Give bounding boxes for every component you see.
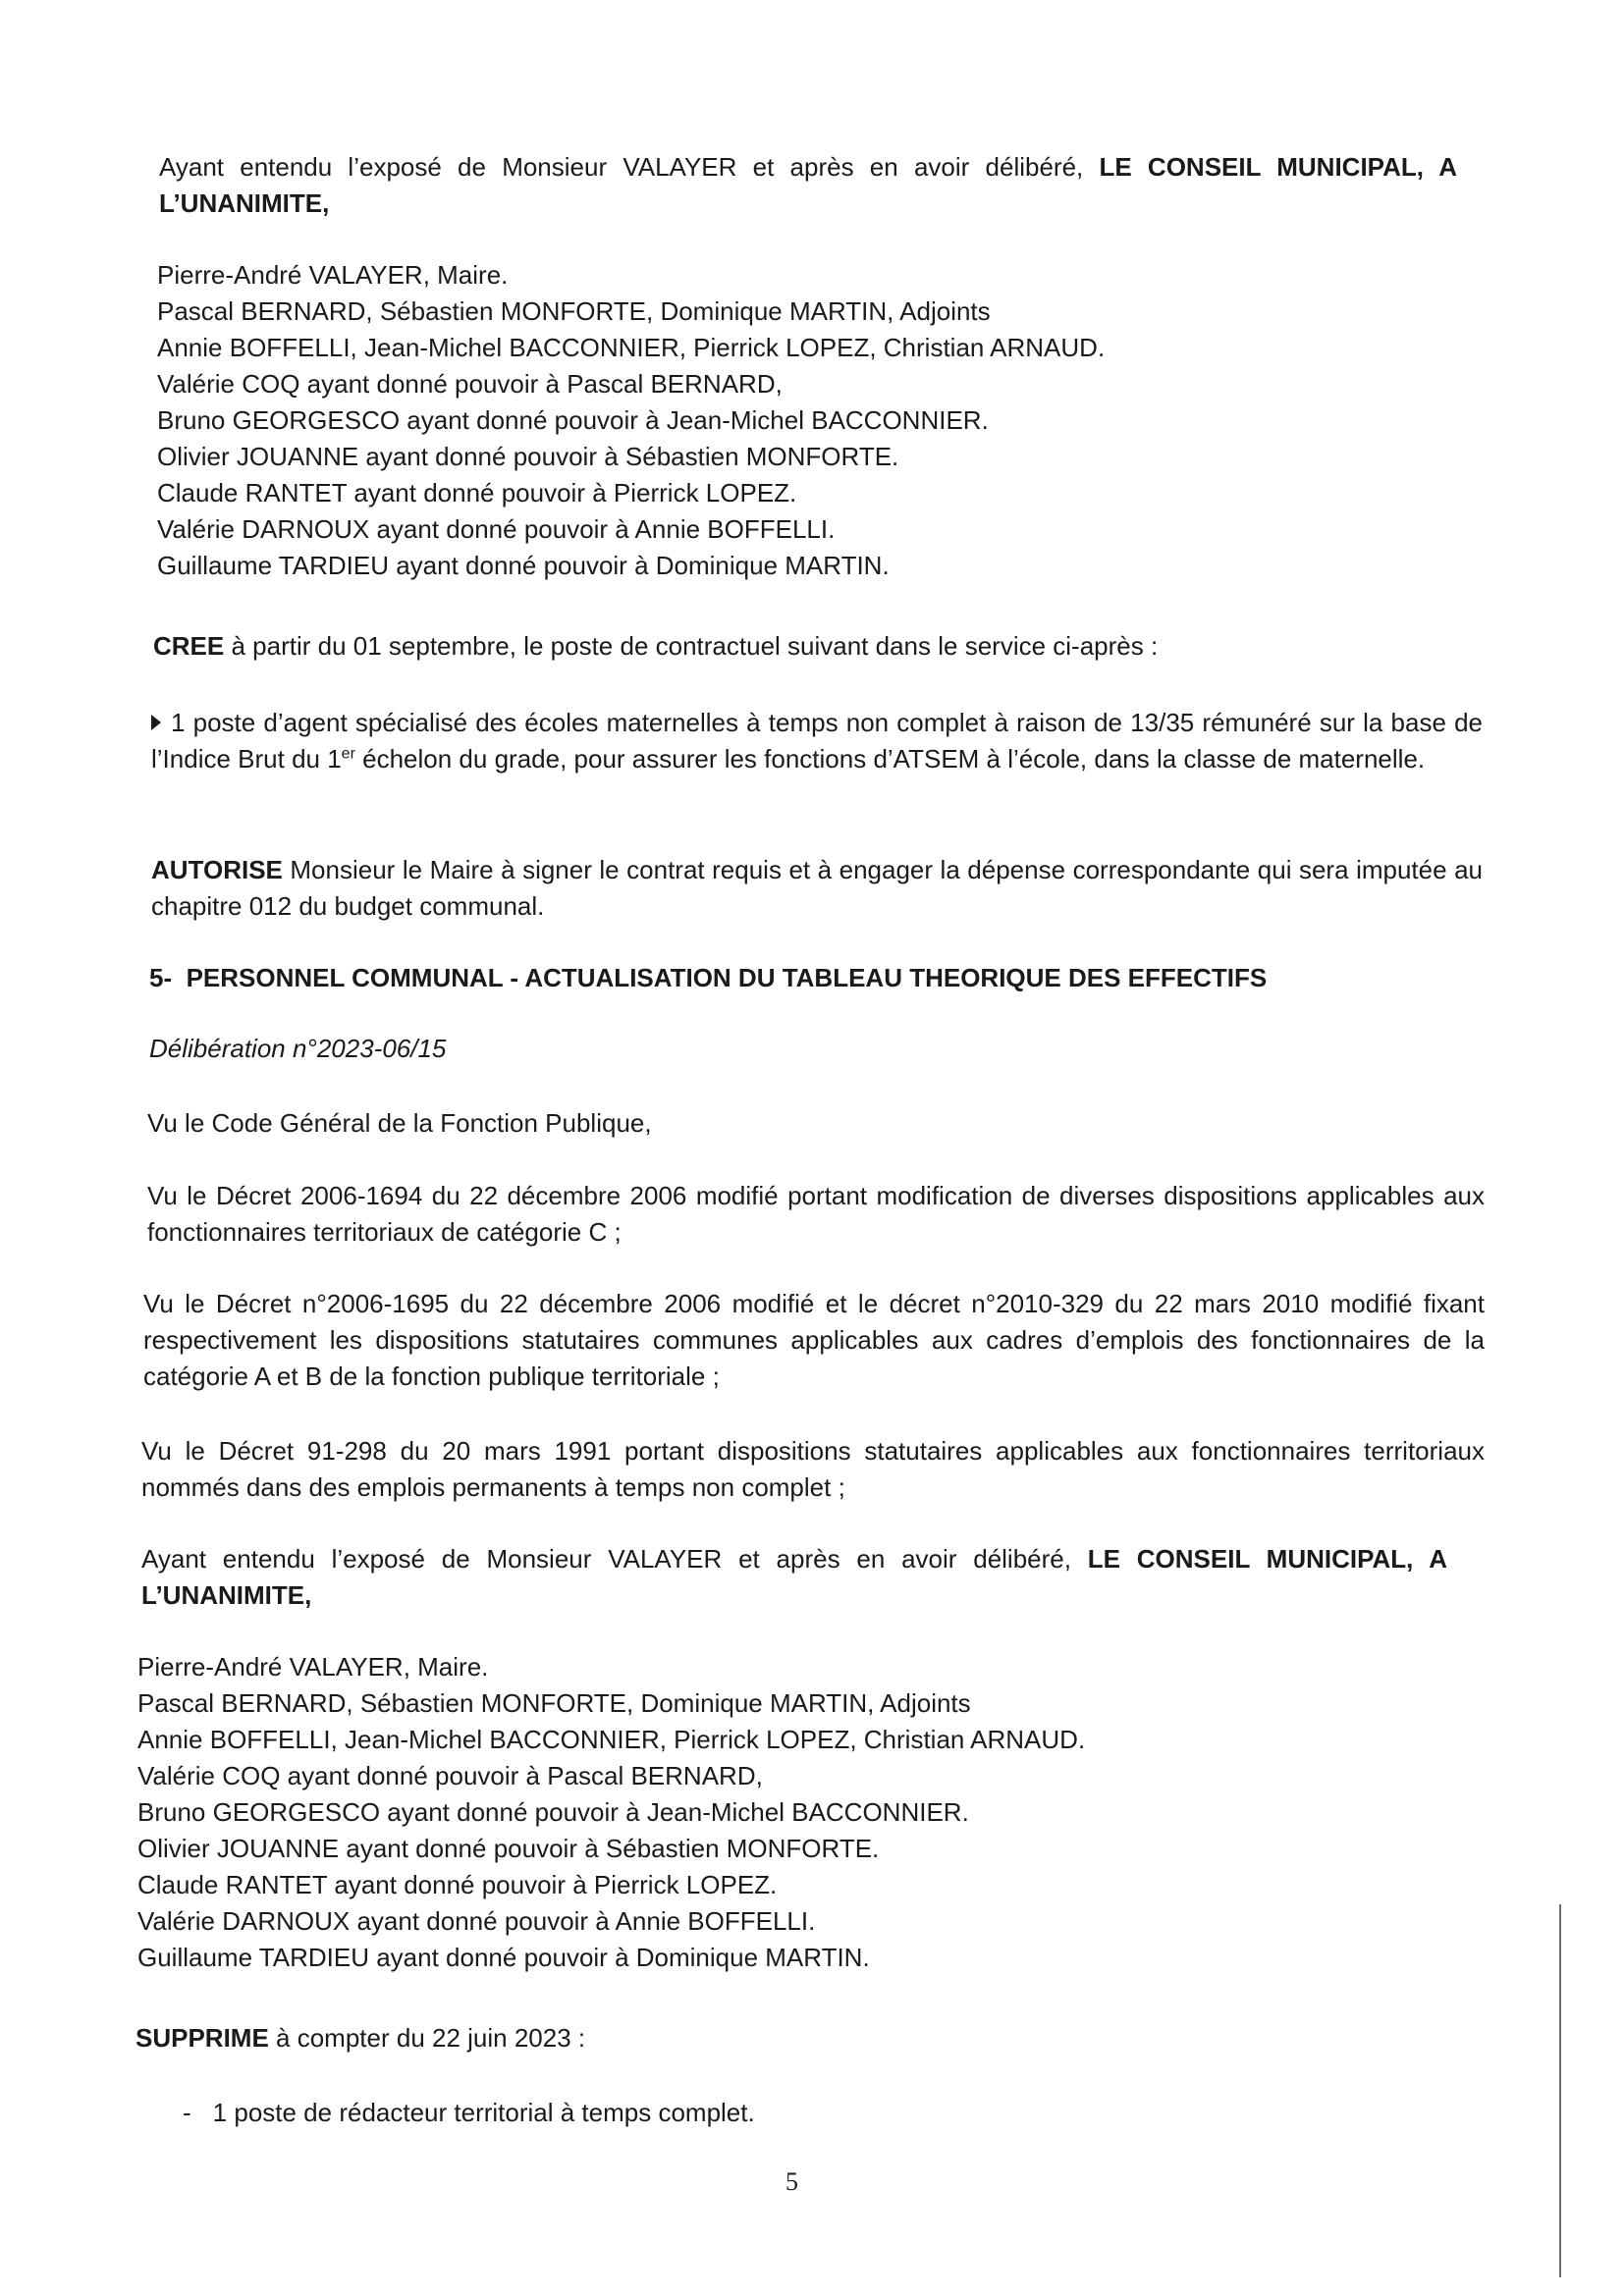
cree-keyword: CREE bbox=[153, 631, 225, 661]
expose-paragraph-1 bbox=[159, 149, 1457, 222]
vu-decret-2006-1694-paragraph: Vu le Décret 2006-1694 du 22 décembre 2006 modifié portant modification de diverses dispositions applicables aux fonctionnaires territoriaux de catégorie C ; bbox=[147, 1181, 1485, 1247]
supprime-keyword: SUPPRIME bbox=[135, 2023, 269, 2053]
member-line: Annie BOFFELLI, Jean-Michel BACCONNIER, Pierrick LOPEZ, Christian ARNAUD. bbox=[157, 333, 1106, 362]
members-list-1 bbox=[157, 257, 1105, 584]
member-line: Olivier JOUANNE ayant donné pouvoir à Sébastien MONFORTE. bbox=[137, 1834, 880, 1863]
member-line: Bruno GEORGESCO ayant donné pouvoir à Jean-Michel BACCONNIER. bbox=[157, 405, 989, 435]
cree-text: à partir du 01 septembre, le poste de contractuel suivant dans le service ci-après : bbox=[224, 631, 1159, 661]
member-line: Olivier JOUANNE ayant donné pouvoir à Sébastien MONFORTE. bbox=[157, 442, 899, 471]
poste-bullet-paragraph bbox=[151, 705, 1483, 777]
scan-edge-line bbox=[1559, 1904, 1561, 2277]
page-number: 5 bbox=[785, 2167, 798, 2196]
conseil-unanimite: LE CONSEIL MUNICIPAL, A L’UNANIMITE, bbox=[159, 152, 1458, 218]
poste-text-b: échelon du grade, pour assurer les fonctions d’ATSEM à l’école, dans la classe de maternelle. bbox=[354, 744, 1426, 774]
member-line: Claude RANTET ayant donné pouvoir à Pierrick LOPEZ. bbox=[157, 478, 797, 507]
supprime-text: à compter du 22 juin 2023 : bbox=[268, 2023, 586, 2053]
cree-paragraph bbox=[153, 628, 1158, 665]
member-line: Valérie COQ ayant donné pouvoir à Pascal BERNARD, bbox=[137, 1761, 763, 1790]
supprime-item-text: 1 poste de rédacteur territorial à temps complet. bbox=[212, 2098, 755, 2127]
member-line: Pierre-André VALAYER, Maire. bbox=[137, 1652, 489, 1682]
member-line: Guillaume TARDIEU ayant donné pouvoir à Dominique MARTIN. bbox=[137, 1943, 870, 1972]
member-line: Bruno GEORGESCO ayant donné pouvoir à Jean-Michel BACCONNIER. bbox=[137, 1797, 969, 1827]
members-list-2 bbox=[137, 1649, 1085, 1976]
vu-decret-91-298-paragraph: Vu le Décret 91-298 du 20 mars 1991 portant dispositions statutaires applicables aux fonctionnaires territoriaux nommés dans des emplois permanents à temps non complet ; bbox=[141, 1436, 1485, 1502]
poste-sup: er bbox=[341, 745, 355, 763]
supprime-list-item bbox=[183, 2095, 755, 2131]
autorise-text: Monsieur le Maire à signer le contrat requis et à engager la dépense correspondante qui sera imputée au chapitre 012 du budget communal. bbox=[151, 855, 1483, 921]
member-line: Guillaume TARDIEU ayant donné pouvoir à Dominique MARTIN. bbox=[157, 551, 890, 580]
member-line: Valérie COQ ayant donné pouvoir à Pascal BERNARD, bbox=[157, 369, 783, 399]
autorise-keyword: AUTORISE bbox=[151, 855, 283, 884]
member-line: Pascal BERNARD, Sébastien MONFORTE, Dominique MARTIN, Adjoints bbox=[157, 296, 991, 326]
vu-code-paragraph: Vu le Code Général de la Fonction Publique, bbox=[147, 1108, 652, 1138]
autorise-paragraph bbox=[151, 852, 1483, 925]
dash-bullet: - bbox=[183, 2098, 191, 2127]
supprime-paragraph bbox=[135, 2020, 585, 2056]
member-line: Valérie DARNOUX ayant donné pouvoir à Annie BOFFELLI. bbox=[157, 514, 836, 544]
conseil-unanimite: LE CONSEIL MUNICIPAL, A L’UNANIMITE, bbox=[141, 1544, 1447, 1610]
triangle-bullet-icon bbox=[151, 715, 161, 730]
expose-lead: Ayant entendu l’exposé de Monsieur VALAYER et après en avoir délibéré, bbox=[141, 1544, 1088, 1574]
poste-text-a: 1 poste d’agent spécialisé des écoles maternelles à temps non complet à raison de 13/35 rémunéré sur la base de l’Indice Brut du 1 bbox=[151, 708, 1483, 774]
expose-paragraph-2 bbox=[141, 1541, 1447, 1614]
deliberation-number: Délibération n°2023-06/15 bbox=[149, 1034, 447, 1063]
vu-decret-2006-1695-paragraph: Vu le Décret n°2006-1695 du 22 décembre 2006 modifié et le décret n°2010-329 du 22 mars 2010 modifié fixant respectivement les dispositions statutaires communes applicables aux cadres d’emplois des fonctionnaires de la catégorie A et B de la fonction publique territoriale ; bbox=[143, 1289, 1485, 1391]
expose-lead: Ayant entendu l’exposé de Monsieur VALAYER et après en avoir délibéré, bbox=[159, 152, 1100, 182]
member-line: Pascal BERNARD, Sébastien MONFORTE, Dominique MARTIN, Adjoints bbox=[137, 1688, 971, 1718]
member-line: Annie BOFFELLI, Jean-Michel BACCONNIER, Pierrick LOPEZ, Christian ARNAUD. bbox=[137, 1725, 1086, 1754]
member-line: Claude RANTET ayant donné pouvoir à Pierrick LOPEZ. bbox=[137, 1870, 778, 1899]
member-line: Pierre-André VALAYER, Maire. bbox=[157, 260, 509, 290]
member-line: Valérie DARNOUX ayant donné pouvoir à Annie BOFFELLI. bbox=[137, 1906, 816, 1936]
section-title: 5- PERSONNEL COMMUNAL - ACTUALISATION DU TABLEAU THEORIQUE DES EFFECTIFS bbox=[149, 963, 1268, 992]
